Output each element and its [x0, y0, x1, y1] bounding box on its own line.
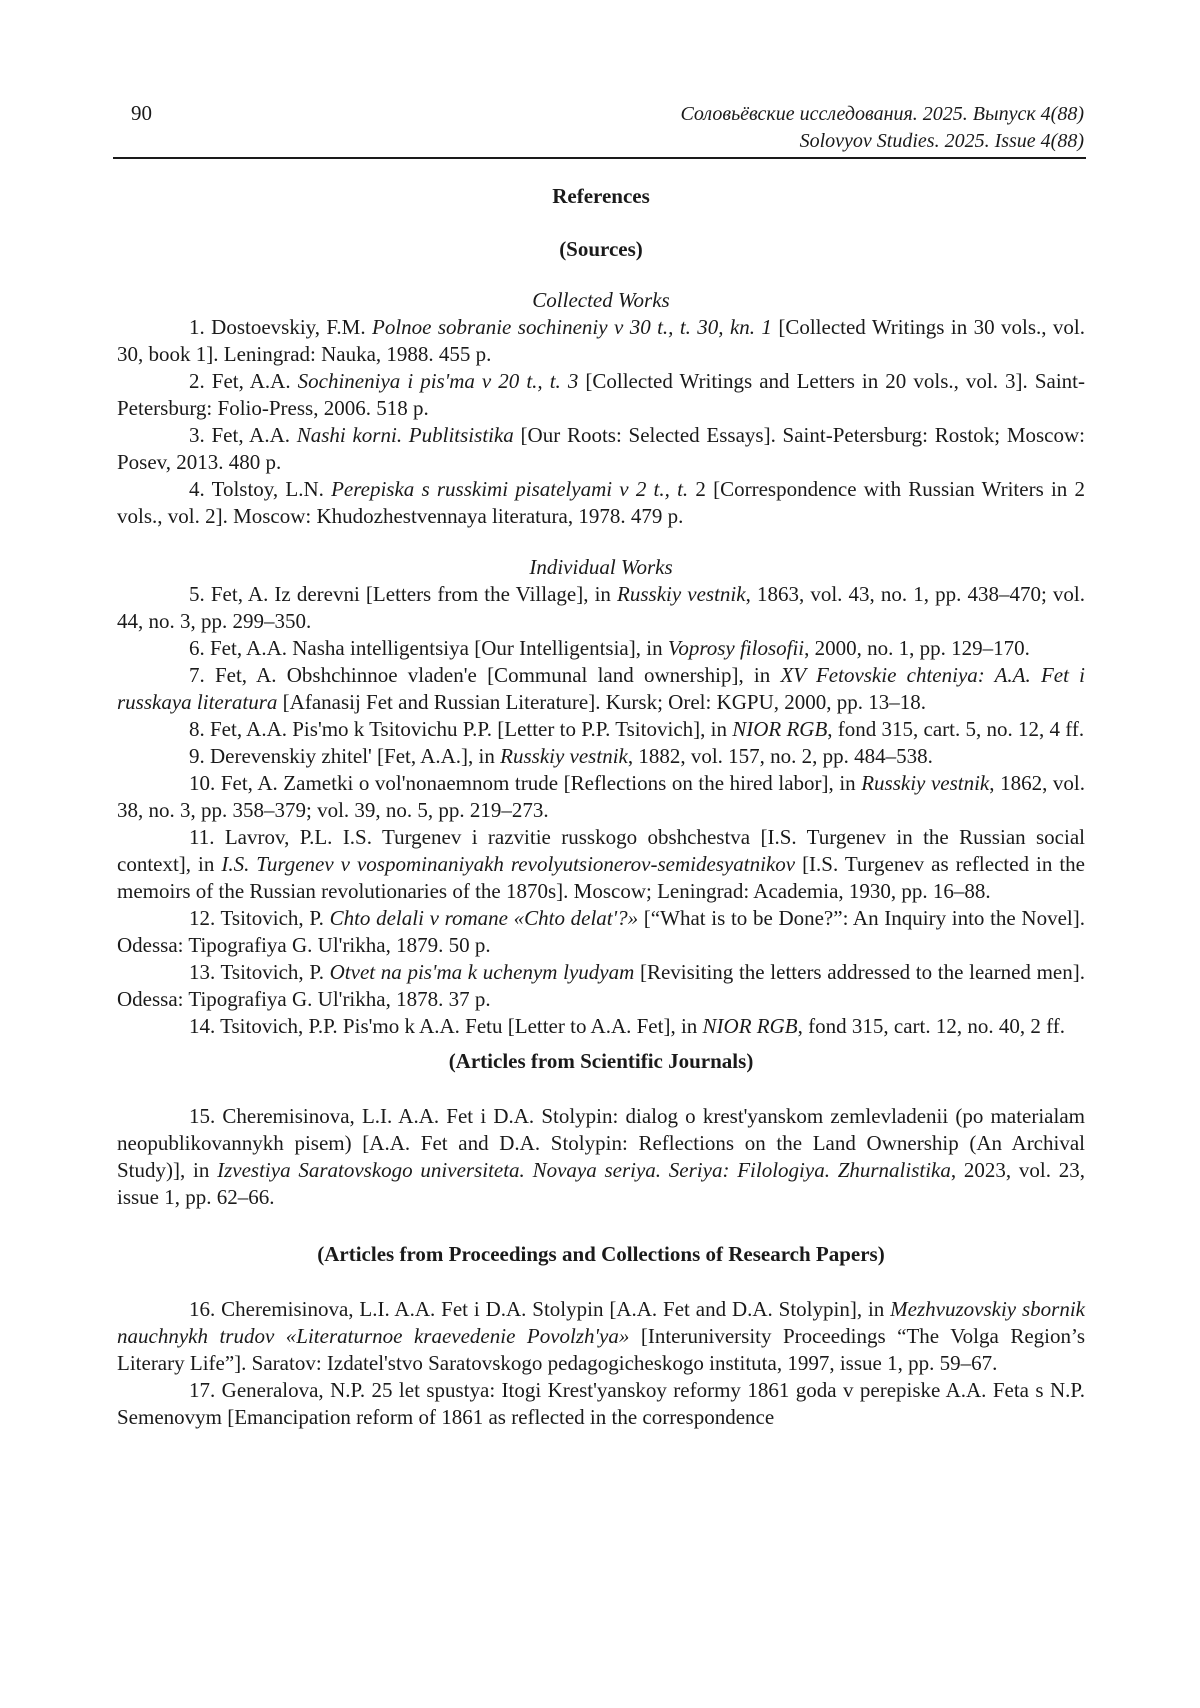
header-rule	[113, 157, 1086, 159]
reference-item: 3. Fet, A.A. Nashi korni. Publitsistika [Our Roots: Selected Essays]. Saint-Petersburg: Rostok; Moscow: Posev, 2013. 480 p.	[117, 423, 1085, 474]
reference-item: 8. Fet, A.A. Pis'mo k Tsitovichu P.P. [Letter to P.P. Tsitovich], in NIOR RGB, fond 315, cart. 5, no. 12, 4 ff.	[189, 717, 1085, 741]
reference-item: 14. Tsitovich, P.P. Pis'mo k A.A. Fetu [Letter to A.A. Fet], in NIOR RGB, fond 315, cart. 12, no. 40, 2 ff.	[189, 1014, 1065, 1038]
references-body	[117, 183, 1085, 1431]
reference-item: 15. Cheremisinova, L.I. A.A. Fet i D.A. Stolypin: dialog o krest'yanskom zemlevladenii (po materialam neopublikovannykh pisem) [A.A. Fet and D.A. Stolypin: Reflections on the Land Ownership (An Archival Study)], in Izvestiya Saratovskogo universiteta. Novaya seriya. Seriya: Filologiya. Zhurnalistika, 2023, vol. 23, issue 1, pp. 62–66.	[117, 1104, 1085, 1209]
heading-articles-proceedings: (Articles from Proceedings and Collections of Research Papers)	[317, 1242, 885, 1266]
running-header	[680, 101, 1084, 155]
journal-title-ru: Соловьёвские исследования. 2025. Выпуск 4(88)	[680, 103, 1084, 125]
reference-item: 6. Fet, A.A. Nasha intelligentsiya [Our Intelligentsia], in Voprosy filosofii, 2000, no. 1, pp. 129–170.	[189, 636, 1030, 660]
reference-item: 13. Tsitovich, P. Otvet na pis'ma k uchenym lyudyam [Revisiting the letters addressed to the learned men]. Odessa: Tipografiya G. Ul'rikha, 1878. 37 p.	[117, 960, 1085, 1011]
reference-item: 1. Dostoevskiy, F.M. Polnoe sobranie sochineniy v 30 t., t. 30, kn. 1 [Collected Writings in 30 vols., vol. 30, book 1]. Leningrad: Nauka, 1988. 455 p.	[117, 315, 1085, 366]
heading-sources: (Sources)	[559, 237, 643, 261]
reference-item: 12. Tsitovich, P. Chto delali v romane «Chto delat'?» [“What is to be Done?”: An Inquiry into the Novel]. Odessa: Tipografiya G. Ul'rikha, 1879. 50 p.	[117, 906, 1085, 957]
page-number: 90	[131, 101, 152, 125]
reference-item: 16. Cheremisinova, L.I. A.A. Fet i D.A. Stolypin [A.A. Fet and D.A. Stolypin], in Mezhvuzovskiy sbornik nauchnykh trudov «Literaturnoe kraevedenie Povolzh'ya» [Interuniversity Proceedings “The Volga Region’s Literary Life”]. Saratov: Izdatel'stvo Saratovskogo pedagogicheskogo instituta, 1997, issue 1, pp. 59–67.	[117, 1297, 1085, 1375]
reference-item: 5. Fet, A. Iz derevni [Letters from the Village], in Russkiy vestnik, 1863, vol. 43, no. 1, pp. 438–470; vol. 44, no. 3, pp. 299–350.	[117, 582, 1085, 633]
reference-item: 11. Lavrov, P.L. I.S. Turgenev i razvitie russkogo obshchestva [I.S. Turgenev in the Russian social context], in I.S. Turgenev v vospominaniyakh revolyutsionerov-semidesyatnikov [I.S. Turgenev as reflected in the memoirs of the Russian revolutionaries of the 1870s]. Moscow; Leningrad: Academia, 1930, pp. 16–88.	[117, 825, 1085, 903]
reference-item: 4. Tolstoy, L.N. Perepiska s russkimi pisatelyami v 2 t., t. 2 [Correspondence with Russian Writers in 2 vols., vol. 2]. Moscow: Khudozhestvennaya literatura, 1978. 479 p.	[117, 477, 1086, 528]
reference-item: 7. Fet, A. Obshchinnoe vladen'e [Communal land ownership], in XV Fetovskie chteniya: A.A. Fet i russkaya literatura [Afanasij Fet and Russian Literature]. Kursk; Orel: KGPU, 2000, pp. 13–18.	[117, 663, 1085, 714]
heading-articles-journals: (Articles from Scientific Journals)	[448, 1049, 754, 1073]
heading-individual-works: Individual Works	[529, 555, 673, 579]
heading-collected-works: Collected Works	[532, 288, 670, 312]
heading-references: References	[552, 184, 650, 208]
journal-title-en: Solovyov Studies. 2025. Issue 4(88)	[799, 130, 1084, 152]
reference-item: 17. Generalova, N.P. 25 let spustya: Itogi Krest'yanskoy reformy 1861 goda v perepiske A.A. Feta s N.P. Semenovym [Emancipation reform of 1861 as reflected in the correspondence	[117, 1378, 1085, 1429]
reference-item: 9. Derevenskiy zhitel' [Fet, A.A.], in Russkiy vestnik, 1882, vol. 157, no. 2, pp. 484–538.	[189, 744, 933, 768]
reference-item: 2. Fet, A.A. Sochineniya i pis'ma v 20 t., t. 3 [Collected Writings and Letters in 20 vols., vol. 3]. Saint-Petersburg: Folio-Press, 2006. 518 p.	[117, 369, 1085, 420]
reference-item: 10. Fet, A. Zametki o vol'nonaemnom trude [Reflections on the hired labor], in Russkiy vestnik, 1862, vol. 38, no. 3, pp. 358–379; vol. 39, no. 5, pp. 219–273.	[117, 771, 1085, 822]
